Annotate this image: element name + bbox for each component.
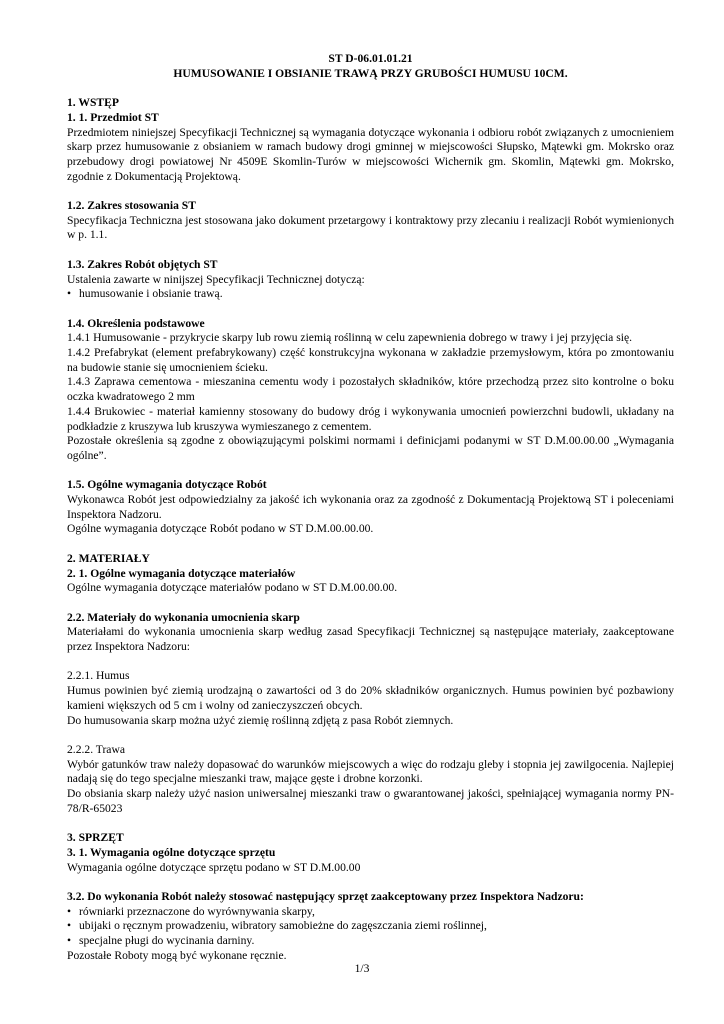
definition-1-4-3: 1.4.3 Zaprawa cementowa - mieszanina cementu wody i pozostałych składników, które przechodzą przez sito kontrolne o boku oczka kwadratowego 2 mm — [67, 375, 674, 404]
section-2-1-text: Ogólne wymagania dotyczące materiałów podano w ST D.M.00.00.00. — [67, 581, 398, 595]
list-item-text: humusowanie i obsianie trawą. — [79, 287, 223, 301]
list-item-text: ubijaki o ręcznym prowadzeniu, wibratory samobieżne do zagęszczania ziemi roślinnej, — [79, 919, 487, 933]
section-2-2-1-text: Humus powinien być ziemią urodzajną o zawartości od 3 do 20% składników organicznych. Humus powinien być pozbawiony kamieni większych od 5 cm i wolny od zanieczyszczeń obcych. — [67, 684, 674, 712]
section-2-2-1-heading: 2.2.1. Humus — [67, 669, 130, 683]
section-1-heading: 1. WSTĘP — [67, 96, 119, 110]
document-header — [67, 52, 674, 81]
list-item — [67, 934, 674, 949]
definition-1-4-4: 1.4.4 Brukowiec - materiał kamienny stosowany do budowy dróg i wykonywania umocnień powierzchni budowli, układany na podkładzie z kruszywa lub kruszywa wymieszanego z cementem. — [67, 404, 674, 433]
section-1-3-text: Ustalenia zawarte w ninijszej Specyfikacji Technicznej dotyczą: — [67, 272, 365, 286]
list-item — [67, 919, 674, 934]
page-number: 1/3 — [354, 962, 370, 975]
list-item — [67, 287, 674, 302]
definition-1-4-2: 1.4.2 Prefabrykat (element prefabrykowany) część konstrukcyjna wykonana w zakładzie przemysłowym, która po zmontowaniu na budowie stanie się umocnieniem ścieku. — [67, 346, 674, 374]
definitions-note: Pozostałe określenia są zgodne z obowiązującymi polskimi normami i definicjami podanymi w ST D.M.00.00.00 „Wymagania ogólne”. — [67, 434, 674, 462]
section-1-2-heading: 1.2. Zakres stosowania ST — [67, 199, 196, 212]
list-item-text: równiarki przeznaczone do wyrównywania skarpy, — [79, 904, 315, 918]
section-3-2-heading: 3.2. Do wykonania Robót należy stosować następujący sprzęt zaakceptowany przez Inspektora Nadzoru: — [67, 889, 584, 903]
section-1-3-heading: 1.3. Zakres Robót objętych ST — [67, 257, 218, 271]
list-item — [67, 905, 674, 920]
section-1-5-heading: 1.5. Ogólne wymagania dotyczące Robót — [67, 478, 267, 492]
section-1-2-text: Specyfikacja Techniczna jest stosowana jako dokument przetargowy i kontraktowy przy zlecaniu i realizacji Robót wymienionych w p. 1.1. — [67, 213, 674, 242]
section-1-5-text-2: Ogólne wymagania dotyczące Robót podano w ST D.M.00.00.00. — [67, 522, 374, 536]
bullet-icon: • — [67, 934, 72, 948]
section-2-2-heading: 2.2. Materiały do wykonania umocnienia skarp — [67, 610, 300, 624]
spec-code: ST D-06.01.01.21 — [328, 52, 413, 65]
section-2-2-1-text-2: Do humusowania skarp można użyć ziemię roślinną zdjętą z pasa Robót ziemnych. — [67, 713, 454, 727]
section-2-2-2-text: Wybór gatunków traw należy dopasować do warunków miejscowych a więc do rodzaju gleby i stopnia jej zawilgocenia. Najlepiej nadają się do tego specjalne mieszanki traw, mające gęste i drobne korzonki. — [67, 757, 674, 786]
section-2-2-2-heading: 2.2.2. Trawa — [67, 742, 125, 756]
bullet-icon: • — [67, 919, 72, 933]
section-1-1-text: Przedmiotem niniejszej Specyfikacji Technicznej są wymagania dotyczące wykonania i odbioru robót związanych z umocnieniem skarp przez humusowanie z obsianiem w ramach budowy drogi gminnej w miejscowości Słupsko, Mątewki gm. Mokrsko oraz przebudowy drogi powiatowej Nr 4509E Skomlin-Turów w miejscowości Wichernik gm. Skomlin, Mątewki gm. Mokrsko, zgodnie z Dokumentacją Projektową. — [67, 125, 674, 183]
section-2-1-heading: 2. 1. Ogólne wymagania dotyczące materiałów — [67, 566, 296, 580]
bullet-icon: • — [67, 904, 72, 918]
section-2-2-text: Materiałami do wykonania umocnienia skarp według zasad Specyfikacji Technicznej są następujące materiały, zaakceptowane przez Inspektora Nadzoru: — [67, 625, 674, 654]
section-1-5-text: Wykonawca Robót jest odpowiedzialny za jakość ich wykonania oraz za zgodność z Dokumentacją Projektową ST i poleceniami Inspektora Nadzoru. — [67, 493, 674, 521]
section-2-2-2-text-2: Do obsiania skarp należy użyć nasion uniwersalnej mieszanki traw o gwarantowanej jakości, spełniającej wymagania normy PN-78/R-65023 — [67, 787, 674, 815]
section-3-1-text: Wymagania ogólne dotyczące sprzętu podano w ST D.M.00.00 — [67, 860, 361, 874]
section-3-heading: 3. SPRZĘT — [67, 831, 124, 845]
document-title: HUMUSOWANIE I OBSIANIE TRAWĄ PRZY GRUBOŚCI HUMUSU 10CM. — [173, 66, 568, 80]
definition-1-4-1: 1.4.1 Humusowanie - przykrycie skarpy lub rowu ziemią roślinną w celu zapewnienia dobrego w trawy i jej przyjęcia się. — [67, 331, 633, 345]
list-item-text: specjalne pługi do wycinania darniny. — [79, 934, 255, 948]
bullet-icon: • — [67, 287, 72, 301]
section-3-1-heading: 3. 1. Wymagania ogólne dotyczące sprzętu — [67, 845, 276, 859]
section-1-4-heading: 1.4. Określenia podstawowe — [67, 316, 205, 330]
section-3-2-text: Pozostałe Roboty mogą być wykonane ręcznie. — [67, 948, 287, 962]
section-2-heading: 2. MATERIAŁY — [67, 551, 150, 565]
section-1-1-heading: 1. 1. Przedmiot ST — [67, 110, 159, 124]
document-body — [67, 52, 674, 963]
